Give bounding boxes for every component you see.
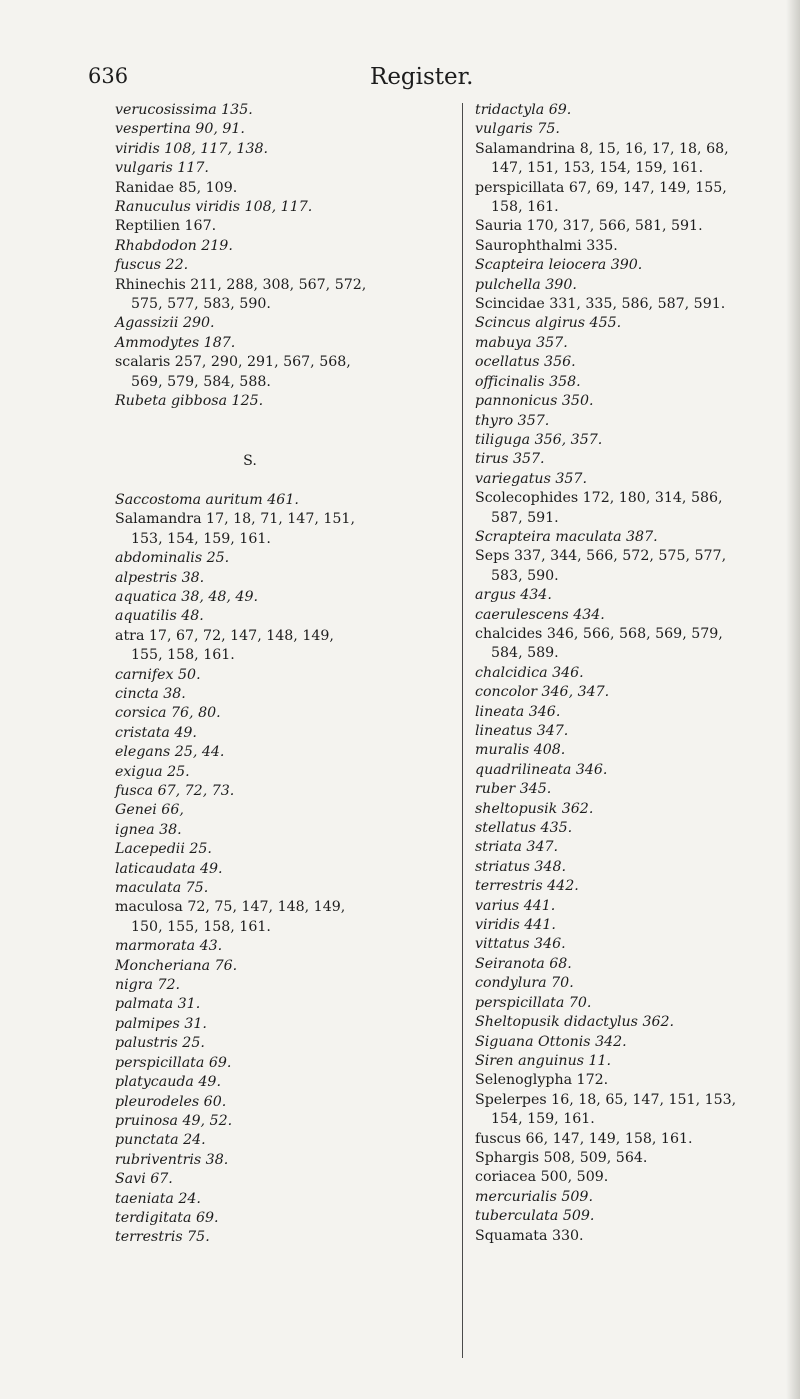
index-entry: tirus 357. xyxy=(475,451,545,468)
index-entry: punctata 24. xyxy=(115,1132,206,1149)
index-entry: fuscus 22. xyxy=(115,257,189,274)
index-entry: fuscus 66, 147, 149, 158, 161. xyxy=(475,1130,693,1147)
index-entry: Rubeta gibbosa 125. xyxy=(115,393,264,410)
index-entry: viridis 108, 117, 138. xyxy=(115,140,269,157)
index-entry: ocellatus 356. xyxy=(475,354,576,371)
index-entry: elegans 25, 44. xyxy=(115,744,225,761)
index-entry: ruber 345. xyxy=(475,781,552,798)
index-entry: cristata 49. xyxy=(115,724,197,741)
index-entry: concolor 346, 347. xyxy=(475,684,610,701)
index-entry: tuberculata 509. xyxy=(475,1208,595,1225)
index-entry: laticaudata 49. xyxy=(115,860,223,877)
index-entry: Reptilien 167. xyxy=(115,218,217,235)
index-entry: caerulescens 434. xyxy=(475,606,605,623)
index-entry-continuation: 153, 154, 159, 161. xyxy=(131,530,271,547)
index-column-right xyxy=(475,101,793,1246)
index-entry: maculosa 72, 75, 147, 148, 149, xyxy=(115,899,346,916)
index-entry: Salamandrina 8, 15, 16, 17, 18, 68, xyxy=(475,140,729,157)
index-entry: atra 17, 67, 72, 147, 148, 149, xyxy=(115,627,334,644)
index-entry: striata 347. xyxy=(475,839,559,856)
index-entry: Siguana Ottonis 342. xyxy=(475,1033,627,1050)
index-entry: cincta 38. xyxy=(115,685,186,702)
index-entry: Scrapteira maculata 387. xyxy=(475,528,658,545)
index-entry: Ranuculus viridis 108, 117. xyxy=(115,199,313,216)
index-entry: Scolecophides 172, 180, 314, 586, xyxy=(475,490,723,507)
index-entry: lineatus 347. xyxy=(475,723,569,739)
index-entry: varius 441. xyxy=(475,897,556,914)
index-entry: Salamandra 17, 18, 71, 147, 151, xyxy=(115,511,355,528)
index-entry: officinalis 358. xyxy=(475,373,581,390)
index-entry: Agassizii 290. xyxy=(115,315,215,332)
index-entry: marmorata 43. xyxy=(115,938,223,955)
page-edge-shadow xyxy=(786,0,800,1399)
index-entry: Seiranota 68. xyxy=(475,955,572,972)
index-column-left xyxy=(115,101,445,1248)
index-entry: Lacepedii 25. xyxy=(115,841,212,858)
index-entry: palustris 25. xyxy=(115,1035,205,1052)
index-entry: scalaris 257, 290, 291, 567, 568, xyxy=(115,354,351,371)
index-entry: abdominalis 25. xyxy=(115,550,230,567)
index-entry: mercurialis 509. xyxy=(475,1188,593,1205)
index-entry: sheltopusik 362. xyxy=(475,800,594,817)
index-entry: pleurodeles 60. xyxy=(115,1093,227,1110)
index-entry: vulgaris 117. xyxy=(115,160,209,177)
index-entry: verucosissima 135. xyxy=(115,102,253,118)
index-entry: viridis 441. xyxy=(475,917,556,934)
index-entry: vittatus 346. xyxy=(475,936,566,953)
index-entry: Sheltopusik didactylus 362. xyxy=(475,1014,675,1031)
index-entry: pannonicus 350. xyxy=(475,393,594,410)
index-entry: chalcidica 346. xyxy=(475,664,584,681)
index-entry: platycauda 49. xyxy=(115,1074,221,1091)
index-entry: Savi 67. xyxy=(115,1171,173,1188)
index-entry: Ranidae 85, 109. xyxy=(115,179,238,196)
index-entry: Saccostoma auritum 461. xyxy=(115,491,299,508)
index-entry: thyro 357. xyxy=(475,412,550,429)
index-entry: terrestris 75. xyxy=(115,1229,210,1246)
index-entry: Ammodytes 187. xyxy=(115,334,236,351)
index-entry-continuation: 584, 589. xyxy=(491,645,559,662)
column-divider xyxy=(462,103,463,1358)
index-entry: aquatica 38, 48, 49. xyxy=(115,588,258,605)
index-entry: argus 434. xyxy=(475,587,552,604)
index-entry: striatus 348. xyxy=(475,858,566,875)
page-title: Register. xyxy=(370,64,474,90)
index-entry: coriacea 500, 509. xyxy=(475,1169,609,1186)
index-entry: palmipes 31. xyxy=(115,1015,207,1032)
index-entry: maculata 75. xyxy=(115,880,209,897)
index-entry-continuation: 150, 155, 158, 161. xyxy=(131,918,271,935)
index-entry: quadrilineata 346. xyxy=(475,761,608,778)
section-letter: S. xyxy=(243,452,257,469)
index-entry: Sauria 170, 317, 566, 581, 591. xyxy=(475,218,703,235)
index-entry: terdigitata 69. xyxy=(115,1209,219,1226)
index-entry: mabuya 357. xyxy=(475,334,568,351)
index-entry-continuation: 155, 158, 161. xyxy=(131,647,235,664)
index-entry-continuation: 147, 151, 153, 154, 159, 161. xyxy=(491,160,704,177)
index-entry: ignea 38. xyxy=(115,821,182,838)
index-entry: Scincidae 331, 335, 586, 587, 591. xyxy=(475,296,726,313)
index-entry-continuation: 569, 579, 584, 588. xyxy=(131,373,271,390)
index-entry: Selenoglypha 172. xyxy=(475,1072,609,1089)
index-entry: lineata 346. xyxy=(475,703,561,720)
index-entry: corsica 76, 80. xyxy=(115,705,221,722)
index-entry-continuation: 587, 591. xyxy=(491,509,559,526)
index-entry: alpestris 38. xyxy=(115,569,205,586)
index-entry: taeniata 24. xyxy=(115,1190,201,1207)
index-entry: aquatilis 48. xyxy=(115,608,204,625)
index-entry: vulgaris 75. xyxy=(475,121,560,138)
index-entry: condylura 70. xyxy=(475,975,574,992)
index-entry: Scincus algirus 455. xyxy=(475,315,622,332)
index-entry: terrestris 442. xyxy=(475,878,579,895)
index-entry: tridactyla 69. xyxy=(475,102,572,118)
index-entry: rubriventris 38. xyxy=(115,1151,229,1168)
index-entry-continuation: 575, 577, 583, 590. xyxy=(131,296,271,313)
index-entry: pruinosa 49, 52. xyxy=(115,1112,233,1129)
index-entry: vespertina 90, 91. xyxy=(115,121,245,138)
index-entry: Rhinechis 211, 288, 308, 567, 572, xyxy=(115,276,367,293)
index-entry: Scapteira leiocera 390. xyxy=(475,257,643,274)
index-entry: Genei 66, xyxy=(115,802,184,819)
index-entry: perspicillata 67, 69, 147, 149, 155, xyxy=(475,179,727,196)
index-entry: Moncheriana 76. xyxy=(115,957,238,974)
index-entry: Rhabdodon 219. xyxy=(115,237,233,254)
index-entry: perspicillata 69. xyxy=(115,1054,232,1071)
index-entry: pulchella 390. xyxy=(475,276,577,293)
index-entry: Saurophthalmi 335. xyxy=(475,237,618,254)
page-number: 636 xyxy=(88,64,129,88)
index-entry: fusca 67, 72, 73. xyxy=(115,783,235,799)
index-entry: variegatus 357. xyxy=(475,470,587,487)
index-entry: Seps 337, 344, 566, 572, 575, 577, xyxy=(475,548,727,565)
index-entry: perspicillata 70. xyxy=(475,994,592,1011)
index-entry: Sphargis 508, 509, 564. xyxy=(475,1149,648,1166)
index-entry: muralis 408. xyxy=(475,742,566,759)
index-entry: Spelerpes 16, 18, 65, 147, 151, 153, xyxy=(475,1091,737,1108)
index-entry: nigra 72. xyxy=(115,977,181,994)
index-entry: Squamata 330. xyxy=(475,1227,584,1244)
index-entry-continuation: 154, 159, 161. xyxy=(491,1111,595,1128)
index-entry: chalcides 346, 566, 568, 569, 579, xyxy=(475,625,723,642)
index-entry: Siren anguinus 11. xyxy=(475,1052,612,1069)
index-entry: stellatus 435. xyxy=(475,820,573,837)
index-entry: palmata 31. xyxy=(115,996,201,1013)
index-entry: carnifex 50. xyxy=(115,666,201,683)
index-entry-continuation: 158, 161. xyxy=(491,199,559,216)
index-entry: tiliguga 356, 357. xyxy=(475,431,603,448)
index-entry-continuation: 583, 590. xyxy=(491,567,559,584)
index-entry: exigua 25. xyxy=(115,763,190,780)
